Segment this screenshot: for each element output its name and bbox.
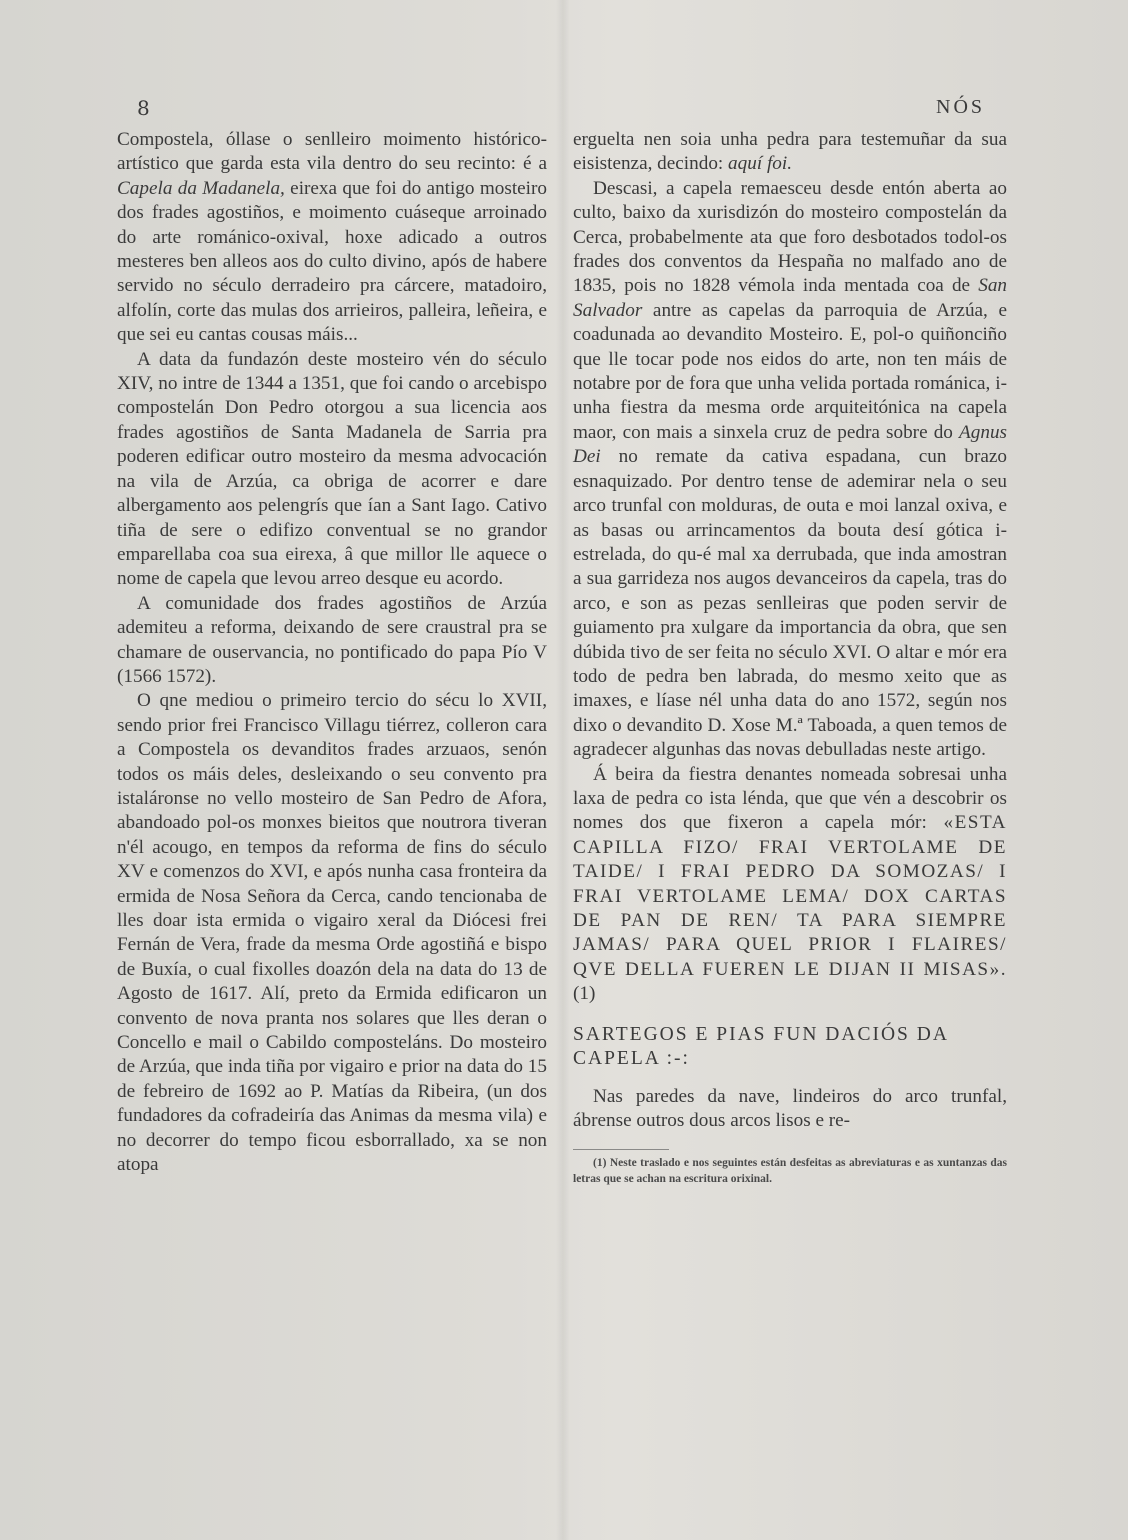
text-run: Compostela, óllase o senlleiro moimento histórico-artístico que garda esta vila dentro do seu recinto: é a <box>117 129 547 175</box>
text-run: antre as capelas da parroquia de Arzúa, e coadunada ao devandito Mosteiro. E, pol-o quiñonciño que lle tocar pode nos eidos do arte, non ten máis de notabre por de fora que unha velida portada románica, i-unha fiestra da mesma orde arquiteitónica na capela maor, con mais a sinxela cruz de pedra sobre do <box>573 299 1007 443</box>
italic-text: Agnus Dei <box>573 421 1007 468</box>
text-run: eirexa que foi do antigo mosteiro dos frades agostiños, e moimento cuáseque arroinado do arte románico-oxival, hoxe adicado a outros mesteres ben alleos aos do culto divino, após de habere servido no século derradeiro pra cárcere, matadoiro, alfolín, corte das mulas dos arrieiros, palleira, leñeira, e que sei eu cantas cousas máis... <box>117 177 547 346</box>
paragraph <box>573 177 1007 763</box>
paragraph <box>573 763 1007 1007</box>
footnote-divider <box>573 1149 669 1156</box>
footnote: (1) Neste traslado e nos seguintes están desfeitas as abreviaturas e as xuntanzas das letras que se achan na escritura orixinal. <box>573 1157 1007 1185</box>
inscription-text: «ESTA CAPILLA FIZO/ FRAI VERTOLAME DE TAIDE/ I FRAI PEDRO DA SOMOZAS/ I FRAI VERTOLAME LEMA/ DOX CARTAS DE PAN DE REN/ TA PARA SIEMPRE JAMAS/ PARA QUEL PRIOR I FLAIRES/ QVE DELLA FUEREN LE DIJAN II MISAS». <box>573 812 1007 980</box>
text-run: Descasi, a capela remaesceu desde entón aberta ao culto, baixo da xurisdizón do mosteiro compostelán da Cerca, probabelmente ata que foro desbotados todol-os frades dos conventos da Hespaña no malfado ano de 1835, pois no 1828 vémola inda mentada coa de <box>573 177 1007 297</box>
text-run: Á beira da fiestra denantes nomeada sobresai unha laxa de pedra co ista lénda, que que vén a descobrir os nomes dos que fixeron a capela mór: <box>573 763 1007 834</box>
paragraph <box>573 128 1007 177</box>
paragraph: Nas paredes da nave, lindeiros do arco trunfal, ábrense outros dous arcos lisos e re- <box>573 1085 1007 1132</box>
page-number: 8 <box>137 96 151 120</box>
page-fold-shadow <box>556 0 570 1540</box>
italic-text: San Salvador <box>573 275 1007 321</box>
text-run: erguelta nen soia unha pedra para testemuñar da sua eisistenza, decindo: <box>573 129 1007 175</box>
paragraph: A data da fundazón deste mosteiro vén do século XIV, no intre de 1344 a 1351, que foi cando o arcebispo compostelán Don Pedro otorgou a sua licencia aos frades agostiños de Santa Madanela de Sarria pra poderen edificar outro mosteiro da mesma advocación na vila de Arzúa, ca obriga de acorrer e dare albergamento aos pelengrís que ían a Sant Iago. Cativo tiña de sere o edifizo conventual se no grandor emparellaba coa sua eirexa, â que millor lle aquece o nome de capela que levou arreo desque eu acordo. <box>117 348 547 590</box>
paragraph: A comunidade dos frades agostiños de Arzúa ademiteu a reforma, deixando de sere craustral pra se chamare de ouservancia, no pontificado do papa Pío V (1566 1572). <box>117 592 547 687</box>
text-run: no remate da cativa espadana, cun brazo esnaquizado. Por dentro tense de ademirar nela o seu arco trunfal con molduras, de outa e moi lanzal oxiva, e as basas ou arrincamentos da bouta desí gótica i-estrelada, do qu-é mal xa derrubada, que inda amostran a sua garrideza nos augos devanceiros da capela, tras do arco, e son as pezas senlleiras que poden servir de guiamento pra xulgare da importancia da obra, que sen dúbida tivo de ser feita no século XVI. O altar e mór era todo de pedra ben labrada, do mesmo xeito que as imaxes, e líase nél unha data do ano 1572, según nos dixo o devandito D. Xose M.ª Taboada, a quen temos de agradecer algunhas das novas debulladas neste artigo. <box>573 446 1007 761</box>
left-column <box>117 128 547 1177</box>
italic-text: Capela da Madanela, <box>117 177 285 199</box>
running-head: NÓS <box>936 96 986 118</box>
paragraph: O qne mediou o primeiro tercio do sécu lo XVII, sendo prior frei Francisco Villagu tiérrez, colleron cara a Compostela os devanditos frades arzuaos, senón todos os máis deles, desleixando o seu convento pra istaláronse no vello mosteiro de San Pedro de Afora, abandoado pol-os monxes bieitos que noutrora tiveran n'él acougo, en tempos da reforma de fins do século XV e comenzos do XVI, e após nunha casa fronteira da ermida de Nosa Señora da Cerca, cando tencionaba de lles doar ista ermida o vigairo xeral da Diócesi frei Fernán de Vera, frade da mesma Orde agostiñá e bispo de Buxía, o cual fixolles doazón dela na data do 13 de Agosto de 1617. Alí, preto da Ermida edificaron un convento de nova pranta nos solares que lles deran o Concello e mail o Cabildo composteláns. Do mosteiro de Arzúa, que inda tiña por vigairo e prior na data do 15 de febreiro de 1692 ao P. Matías da Ribeira, (un dos fundadores da cofradeiría das Animas da mesma vila) e no decorrer do tempo ficou esborrallado, xa se non atopa <box>117 690 547 1176</box>
paragraph <box>117 128 547 348</box>
italic-text: aquí foi. <box>728 153 793 175</box>
footnote-reference: (1) <box>573 983 596 1005</box>
right-column <box>573 128 1007 1187</box>
section-title: SARTEGOS E PIAS FUN DACIÓS DA CAPELA :-: <box>573 1023 948 1069</box>
